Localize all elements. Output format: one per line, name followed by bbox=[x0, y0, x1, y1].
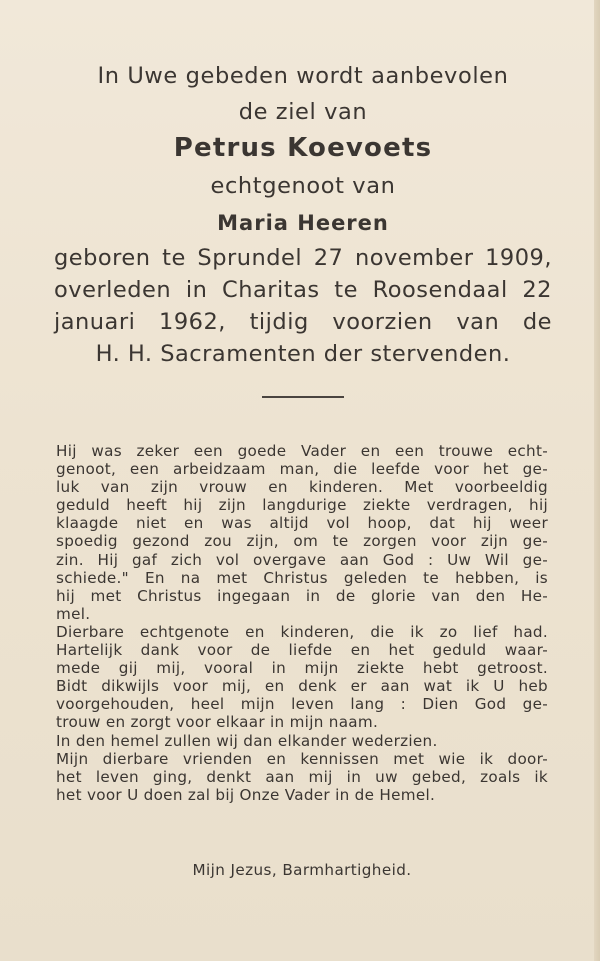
text-line: voorgehouden, heel mijn leven lang : Dien God ge- bbox=[56, 695, 548, 714]
soul-of-line: de ziel van bbox=[238, 99, 368, 125]
text-line: In den hemel zullen wij dan elkander wederzien. bbox=[56, 731, 438, 750]
text-line: het voor U doen zal bij Onze Vader in de Hemel. bbox=[56, 785, 436, 804]
death-line: overleden in Charitas te Roosendaal 22 bbox=[54, 277, 552, 303]
deceased-name: Petrus Koevoets bbox=[173, 133, 433, 163]
text-line: spoedig gezond zou zijn, om te zorgen voor zijn ge- bbox=[56, 532, 548, 551]
text-line: Dierbare echtgenote en kinderen, die ik zo lief had. bbox=[56, 622, 548, 641]
text-line: Mijn dierbare vrienden en kennissen met wie ik door- bbox=[56, 749, 548, 768]
text-line: genoot, een arbeidzaam man, die leefde voor het ge- bbox=[56, 460, 548, 479]
text-line: mel. bbox=[56, 604, 91, 623]
text-line: geduld heeft hij zijn langdurige ziekte verdragen, hij bbox=[56, 496, 548, 515]
sacraments-line: H. H. Sacramenten der stervenden. bbox=[95, 341, 511, 367]
text-line: zin. Hij gaf zich vol overgave aan God : Uw Wil ge- bbox=[56, 550, 548, 569]
prayer-request-line: In Uwe gebeden wordt aanbevolen bbox=[97, 63, 509, 89]
text-line: trouw en zorgt voor elkaar in mijn naam. bbox=[56, 713, 379, 732]
text-line: Hij was zeker een goede Vader en een trouwe echt- bbox=[56, 442, 548, 460]
closing-prayer: Mijn Jezus, Barmhartigheid. bbox=[192, 861, 412, 879]
card-edge bbox=[594, 0, 600, 961]
card-header bbox=[54, 58, 552, 370]
spouse-name: Maria Heeren bbox=[217, 211, 389, 235]
text-line: luk van zijn vrouw en kinderen. Met voorbeeldig bbox=[56, 478, 548, 497]
text-line: Bidt dikwijls voor mij, en denk er aan wat ik U heb bbox=[56, 677, 548, 696]
life-facts bbox=[54, 242, 552, 370]
text-line: het leven ging, denkt aan mij in uw gebed, zoals ik bbox=[56, 767, 548, 786]
spouse-of-line: echtgenoot van bbox=[210, 173, 396, 199]
memorial-text bbox=[56, 442, 548, 804]
text-line: hij met Christus ingegaan in de glorie van den He- bbox=[56, 586, 548, 605]
text-line: Hartelijk dank voor de liefde en het geduld waar- bbox=[56, 641, 548, 660]
divider-rule bbox=[262, 396, 344, 398]
text-line: mede gij mij, vooral in mijn ziekte hebt getroost. bbox=[56, 659, 548, 678]
text-line: schiede." En na met Christus geleden te hebben, is bbox=[56, 568, 548, 587]
death-date-line: januari 1962, tijdig voorzien van de bbox=[54, 309, 552, 335]
text-line: klaagde niet en was altijd vol hoop, dat hij weer bbox=[56, 514, 548, 533]
birth-line: geboren te Sprundel 27 november 1909, bbox=[54, 245, 552, 271]
